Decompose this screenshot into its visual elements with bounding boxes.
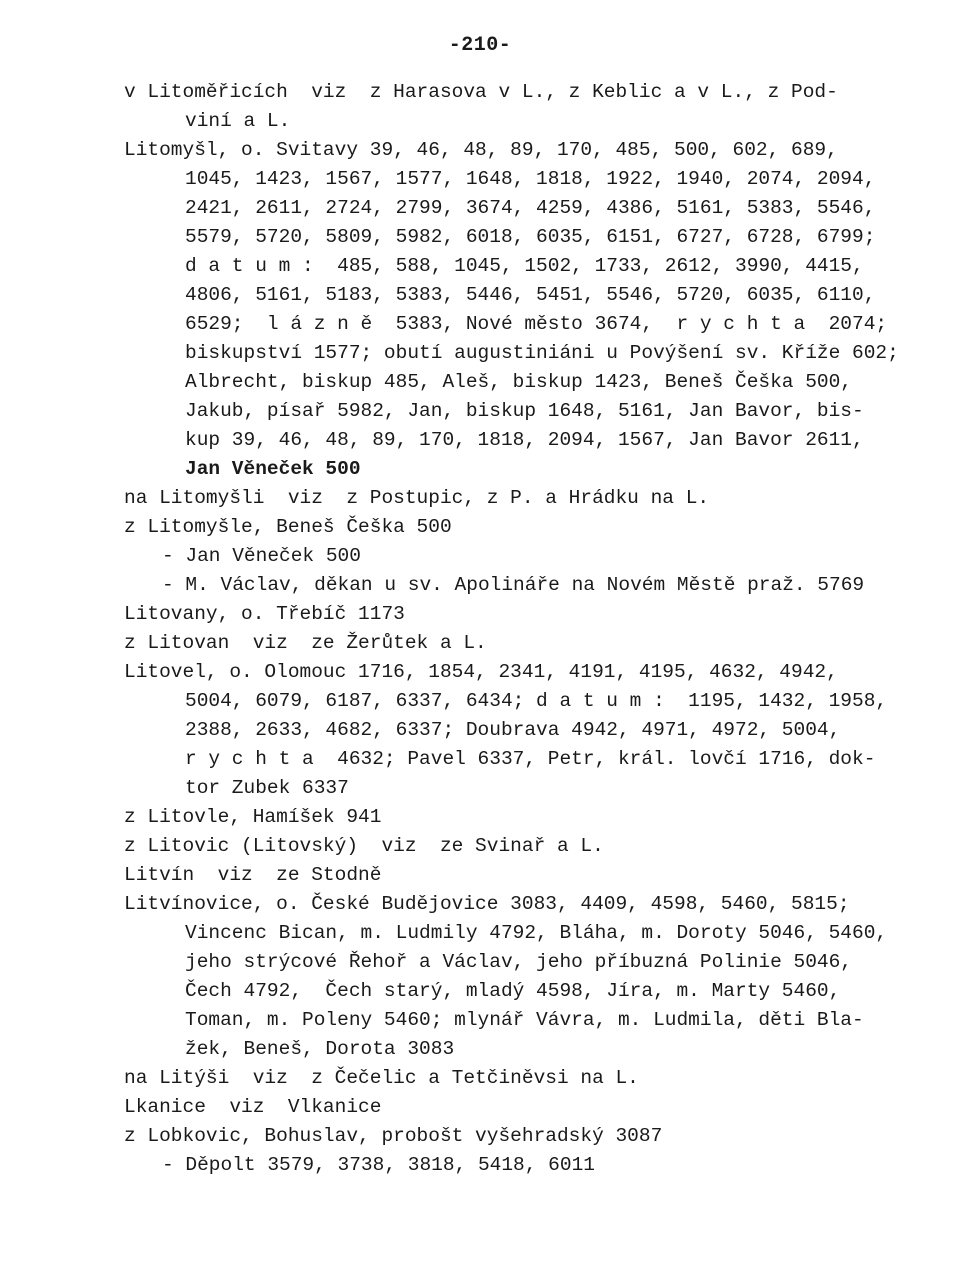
index-text — [124, 78, 924, 1180]
index-line: viní a L. — [185, 110, 291, 132]
index-line: na Litomyšli viz z Postupic, z P. a Hrádku na L. — [124, 487, 710, 509]
index-line: Litovel, o. Olomouc 1716, 1854, 2341, 4191, 4195, 4632, 4942, — [124, 661, 838, 683]
index-line: Vincenc Bican, m. Ludmily 4792, Bláha, m. Doroty 5046, 5460, — [185, 922, 888, 944]
index-line: 2388, 2633, 4682, 6337; Doubrava 4942, 4971, 4972, 5004, — [185, 719, 841, 741]
index-line: Toman, m. Poleny 5460; mlynář Vávra, m. Ludmila, děti Bla- — [185, 1009, 864, 1031]
index-line: z Litomyšle, Beneš Češka 500 — [124, 516, 452, 538]
index-line: Lkanice viz Vlkanice — [124, 1096, 382, 1118]
index-line: v Litoměřicích viz z Harasova v L., z Keblic a v L., z Pod- — [124, 81, 838, 103]
index-line: z Lobkovic, Bohuslav, probošt vyšehradský 3087 — [124, 1125, 663, 1147]
index-line: z Litovan viz ze Žerůtek a L. — [124, 632, 487, 654]
index-line: Jakub, písař 5982, Jan, biskup 1648, 5161, Jan Bavor, bis- — [185, 400, 864, 422]
index-line: biskupství 1577; obutí augustiniáni u Povýšení sv. Kříže 602; — [185, 342, 899, 364]
index-line: z Litovic (Litovský) viz ze Svinař a L. — [124, 835, 604, 857]
index-line: Jan Věneček 500 — [185, 458, 361, 480]
index-line: r y c h t a 4632; Pavel 6337, Petr, král. lovčí 1716, dok- — [185, 748, 876, 770]
index-line: Litomyšl, o. Svitavy 39, 46, 48, 89, 170, 485, 500, 602, 689, — [124, 139, 838, 161]
index-line: 4806, 5161, 5183, 5383, 5446, 5451, 5546, 5720, 6035, 6110, — [185, 284, 876, 306]
index-line: Čech 4792, Čech starý, mladý 4598, Jíra, m. Marty 5460, — [185, 980, 841, 1002]
index-line: 5004, 6079, 6187, 6337, 6434; d a t u m : 1195, 1432, 1958, — [185, 690, 888, 712]
index-line: Litvín viz ze Stodně — [124, 864, 382, 886]
page-number: -210- — [448, 34, 512, 57]
index-line: 2421, 2611, 2724, 2799, 3674, 4259, 4386, 5161, 5383, 5546, — [185, 197, 876, 219]
index-line: na Litýši viz z Čečelic a Tetčiněvsi na L. — [124, 1067, 639, 1089]
index-line: 1045, 1423, 1567, 1577, 1648, 1818, 1922, 1940, 2074, 2094, — [185, 168, 876, 190]
index-line: 5579, 5720, 5809, 5982, 6018, 6035, 6151, 6727, 6728, 6799; — [185, 226, 876, 248]
index-line: kup 39, 46, 48, 89, 170, 1818, 2094, 1567, Jan Bavor 2611, — [185, 429, 864, 451]
index-line: 6529; l á z n ě 5383, Nové město 3674, r y c h t a 2074; — [185, 313, 888, 335]
index-line: žek, Beneš, Dorota 3083 — [185, 1038, 455, 1060]
index-line: d a t u m : 485, 588, 1045, 1502, 1733, 2612, 3990, 4415, — [185, 255, 864, 277]
index-line: - Jan Věneček 500 — [162, 545, 361, 567]
index-line: z Litovle, Hamíšek 941 — [124, 806, 382, 828]
index-line: - Děpolt 3579, 3738, 3818, 5418, 6011 — [162, 1154, 595, 1176]
index-line: Albrecht, biskup 485, Aleš, biskup 1423, Beneš Češka 500, — [185, 371, 853, 393]
index-line: jeho strýcové Řehoř a Václav, jeho příbuzná Polinie 5046, — [185, 951, 853, 973]
index-line: - M. Václav, děkan u sv. Apolináře na Novém Městě praž. 5769 — [162, 574, 865, 596]
index-line: tor Zubek 6337 — [185, 777, 349, 799]
index-line: Litovany, o. Třebíč 1173 — [124, 603, 405, 625]
index-line: Litvínovice, o. České Budějovice 3083, 4409, 4598, 5460, 5815; — [124, 893, 850, 915]
